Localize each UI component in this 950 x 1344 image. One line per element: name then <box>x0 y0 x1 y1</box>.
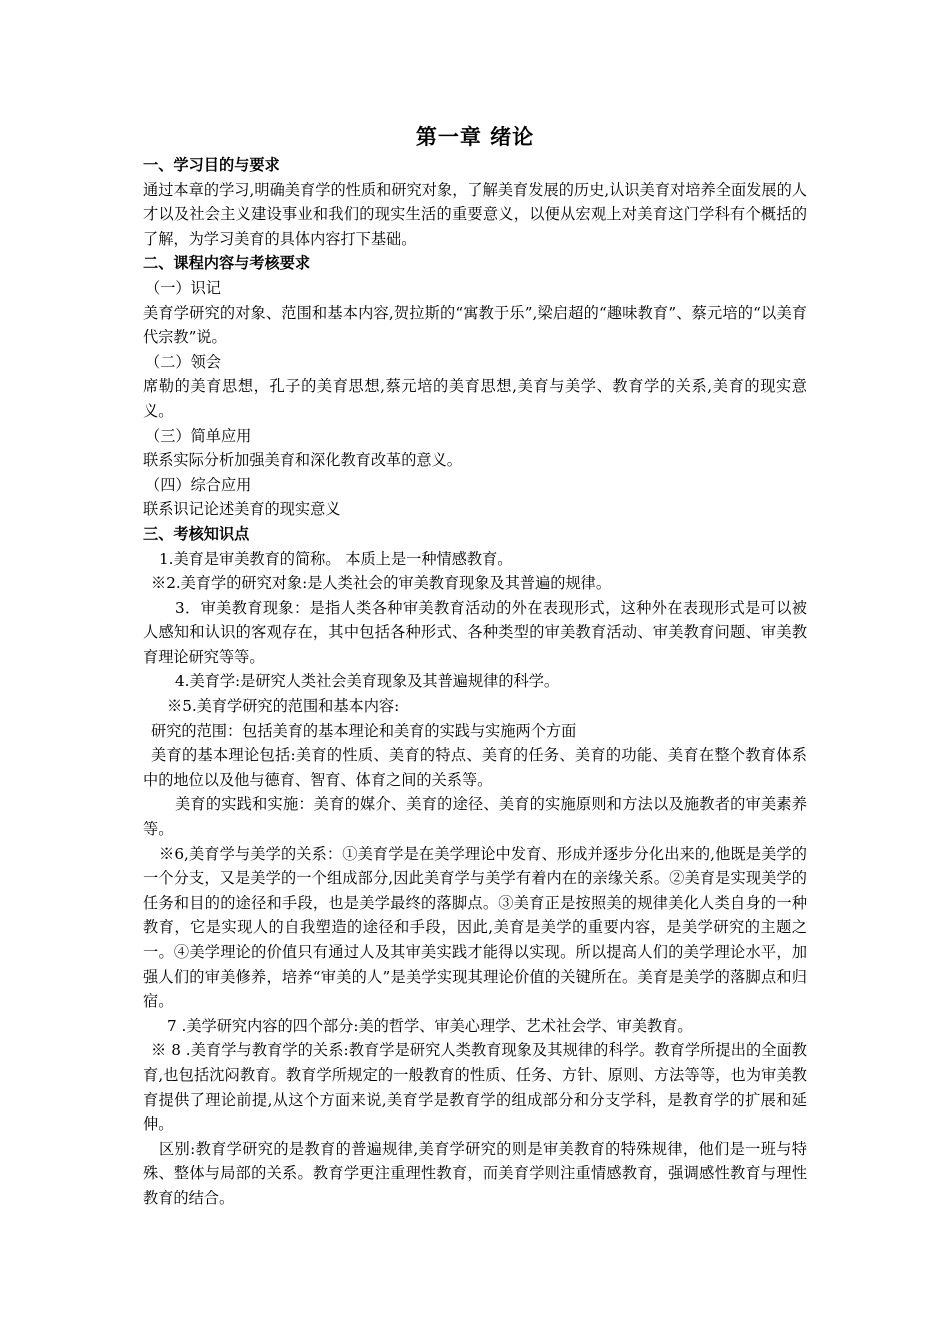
subsection-text-4: 联系识记论述美育的现实意义 <box>143 500 341 519</box>
difference-paragraph: 区别:教育学研究的是教育的普遍规律,美育学研究的则是审美教育的特殊规律，他们是一班与特殊、整体与局部的关系。教育学更注重理性教育，而美育学则注重情感教育，强调感性教育与理性教育的结合。 <box>143 1139 807 1207</box>
section-1-body: 通过本章的学习,明确美育学的性质和研究对象，了解美育发展的历史,认识美育对培养全面发展的人才以及社会主义建设事业和我们的现实生活的重要意义，以便从宏观上对美育这门学科有个概括的了解，为学习美育的具体内容打下基础。 <box>143 180 807 248</box>
subsection-text-3: 联系实际分析加强美育和深化教育改革的意义。 <box>143 451 462 470</box>
knowledge-point-3: 3．审美教育现象：是指人类各种审美教育活动的外在表现形式，这种外在表现形式是可以被人感知和认识的客观存在，其中包括各种形式、各种类型的审美教育活动、审美教育问题、审美教育理论研究等等。 <box>143 598 807 666</box>
section-heading-3: 三、考核知识点 <box>143 524 250 543</box>
subsection-label-2: （二）领会 <box>145 352 221 371</box>
knowledge-point-1: 1.美育是审美教育的简称。 本质上是一种情感教育。 <box>159 549 513 568</box>
knowledge-point-5: ※5.美育学研究的范围和基本内容: <box>167 697 400 716</box>
knowledge-point-4: 4.美育学:是研究人类社会美育现象及其普遍规律的科学。 <box>175 672 560 691</box>
knowledge-point-2: ※2.美育学的研究对象:是人类社会的审美教育现象及其普遍的规律。 <box>151 574 612 593</box>
knowledge-point-6: ※6,美育学与美学的关系：①美育学是在美学理论中发育、形成并逐步分化出来的,他既是美学的一个分支，又是美学的一个组成部分,因此美育学与美学有着内在的亲缘关系。②美育是实现美学的任务和目的的途径和手段，也是美学最终的落脚点。③美育正是按照美的规律美化人类自身的一种教育，它是实现人的自我塑造的途径和手段，因此,美育是美学的重要内容，是美学研究的主题之一。④美学理论的价值只有通过人及其审美实践才能得以实现。所以提高人们的美学理论水平，加强人们的审美修养，培养“审美的人”是美学实现其理论价值的关键所在。美育是美学的落脚点和归宿。 <box>143 844 807 1011</box>
subsection-text-2: 席勒的美育思想，孔子的美育思想,蔡元培的美育思想,美育与美学、教育学的关系,美育的现实意义。 <box>143 377 807 420</box>
subsection-label-3: （三）简单应用 <box>145 426 252 445</box>
scope-paragraph: 研究的范围：包括美育的基本理论和美育的实践与实施两个方面 <box>151 721 577 740</box>
knowledge-point-7: 7 .美学研究内容的四个部分:美的哲学、审美心理学、艺术社会学、审美教育。 <box>167 1016 693 1035</box>
chapter-title: 第一章 绪论 <box>415 124 535 149</box>
subsection-text-1: 美育学研究的对象、范围和基本内容,贺拉斯的“寓教于乐”,梁启超的“趣味教育”、蔡元培的“以美育代宗教”说。 <box>143 303 807 347</box>
practice-paragraph: 美育的实践和实施：美育的媒介、美育的途径、美育的实施原则和方法以及施教者的审美素养等。 <box>143 795 807 839</box>
section-heading-2: 二、课程内容与考核要求 <box>143 254 311 273</box>
document-body <box>143 122 807 1211</box>
basic-theory-paragraph: 美育的基本理论包括:美育的性质、美育的特点、美育的任务、美育的功能、美育在整个教育体系中的地位以及他与德育、智育、体育之间的关系等。 <box>143 746 807 789</box>
subsection-label-4: （四）综合应用 <box>145 475 252 494</box>
knowledge-point-8: ※ 8 .美育学与教育学的关系:教育学是研究人类教育现象及其规律的科学。教育学所提出的全面教育,也包括沈闷教育。教育学所规定的一般教育的性质、任务、方针、原则、方法等等，也为审美教育提供了理论前提,从这个方面来说,美育学是教育学的组成部分和分支学科，是教育学的扩展和延伸。 <box>143 1041 807 1134</box>
subsection-label-1: （一）识记 <box>145 278 221 297</box>
section-heading-1: 一、学习目的与要求 <box>143 156 280 174</box>
